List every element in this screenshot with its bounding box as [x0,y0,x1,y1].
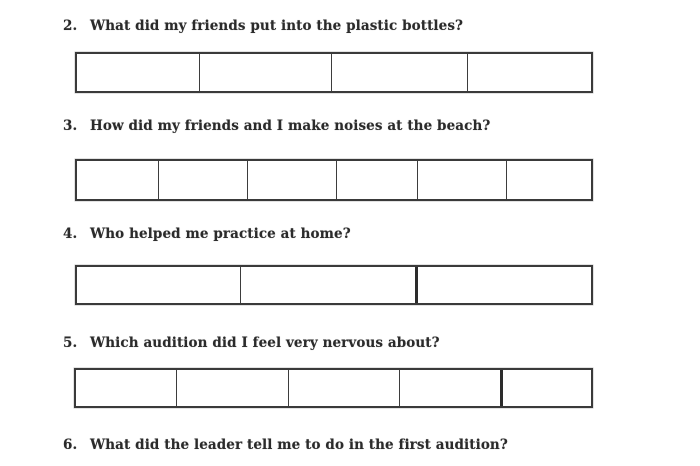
answer-cell [159,161,248,199]
question-5-text: Which audition did I feel very nervous about? [90,335,440,351]
question-3-number: 3. [63,118,78,134]
answer-cell [468,54,591,91]
answer-cell [200,54,333,91]
answer-cell [503,370,591,406]
answer-cell [418,267,591,303]
answer-cell [289,370,400,406]
question-4-text: Who helped me practice at home? [90,226,351,242]
answer-cell [332,54,468,91]
answer-cell [248,161,337,199]
answer-table-q3 [75,159,593,201]
answer-cell [177,370,288,406]
answer-cell [418,161,506,199]
answer-table-q5 [74,368,593,408]
question-6-text: What did the leader tell me to do in the first audition? [90,437,508,453]
question-5 [63,335,440,351]
question-6-number: 6. [63,437,78,453]
question-2 [63,18,463,34]
answer-cell [507,161,591,199]
answer-cell [400,370,503,406]
answer-cell [77,54,200,91]
question-5-number: 5. [63,335,78,351]
answer-table-q2 [75,52,593,93]
answer-cell [241,267,418,303]
question-3 [63,118,490,134]
answer-cell [77,161,159,199]
answer-cell [76,370,177,406]
question-4 [63,226,351,242]
question-4-number: 4. [63,226,78,242]
answer-cell [77,267,241,303]
question-2-text: What did my friends put into the plastic bottles? [90,18,464,34]
answer-cell [337,161,418,199]
question-3-text: How did my friends and I make noises at the beach? [90,118,491,134]
answer-table-q4 [75,265,593,305]
question-6 [63,437,508,453]
question-2-number: 2. [63,18,78,34]
